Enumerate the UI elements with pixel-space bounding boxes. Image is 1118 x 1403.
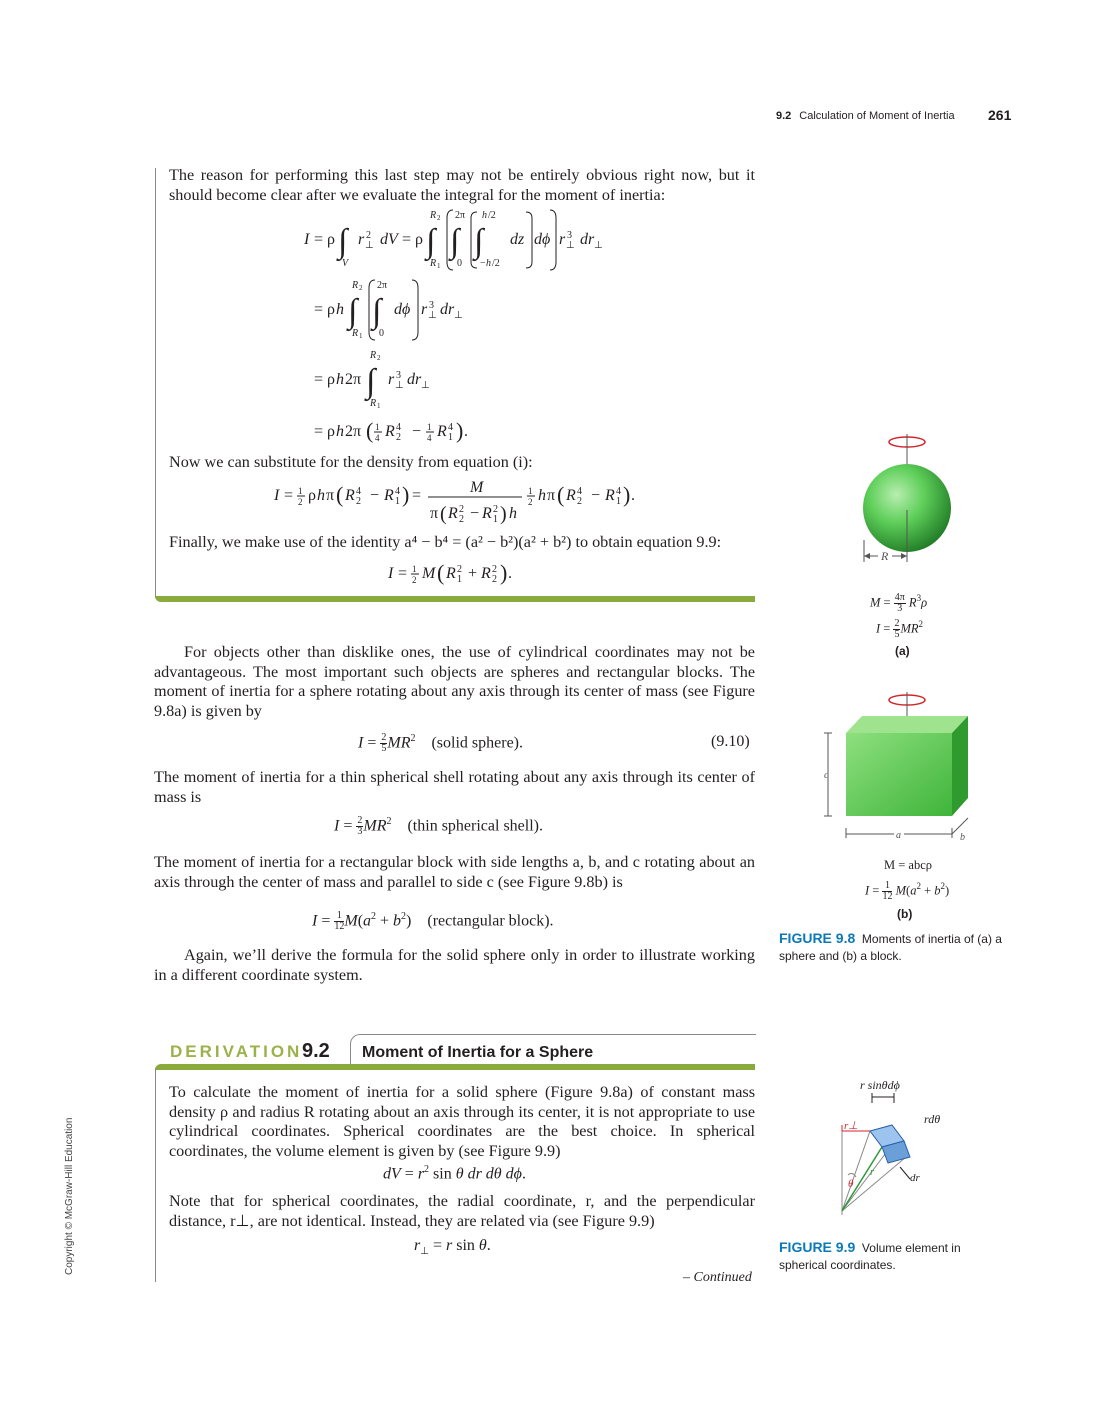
svg-text:R: R	[384, 487, 394, 504]
svg-text:1: 1	[616, 496, 621, 507]
substitute-density-text: Now we can substitute for the density from equation (i):	[169, 453, 533, 471]
svg-text:1: 1	[298, 486, 303, 496]
svg-text:∫: ∫	[372, 293, 382, 330]
svg-text:2: 2	[298, 497, 303, 507]
figure-9-8-label: FIGURE 9.8	[779, 930, 856, 946]
svg-text:∫: ∫	[450, 223, 460, 260]
svg-text:r: r	[388, 371, 395, 388]
svg-text:R: R	[370, 350, 377, 361]
svg-text:−: −	[412, 423, 422, 440]
svg-text:M: M	[470, 479, 484, 496]
rperp-equation: $r_\perp = r$ sin θ.	[414, 1237, 491, 1258]
block-dim-b: b	[960, 832, 965, 843]
svg-text:R: R	[482, 505, 492, 522]
section-title: Calculation of Moment of Inertia	[799, 110, 955, 122]
svg-text:h: h	[317, 487, 325, 504]
svg-text:1: 1	[493, 514, 498, 525]
svg-text:): )	[500, 503, 507, 525]
derivation-intro-text: The reason for performing this last step may not be entirely obvious right now, but it should become clear after we evaluate the integral for the moment of inertia:	[169, 166, 755, 204]
svg-text:1: 1	[528, 486, 533, 496]
svg-text:dr: dr	[440, 301, 455, 318]
derivation-title: Moment of Inertia for a Sphere	[362, 1044, 594, 1061]
derivation-number: 9.2	[302, 1040, 330, 1062]
svg-text:∫: ∫	[348, 293, 358, 330]
page-number: 261	[988, 107, 1012, 123]
svg-text:h: h	[336, 423, 344, 440]
equation-number-9-10: (9.10)	[711, 733, 750, 750]
svg-text:R: R	[430, 210, 437, 221]
svg-text:=: =	[412, 487, 422, 504]
svg-text:⊥: ⊥	[566, 240, 575, 251]
svg-text:4: 4	[577, 486, 582, 497]
svg-text:R: R	[430, 258, 437, 269]
identity-text: Finally, we make use of the identity a⁴ − b⁴ = (a² − b²)(a² + b²) to obtain equation 9.9:	[169, 533, 722, 551]
svg-text:π: π	[430, 505, 439, 522]
svg-text:): )	[500, 560, 508, 585]
svg-text:+: +	[468, 565, 478, 582]
svg-text:): )	[456, 418, 464, 443]
svg-text:⊥: ⊥	[594, 240, 603, 251]
svg-text:2: 2	[366, 230, 371, 241]
svg-text:2: 2	[493, 504, 498, 515]
svg-text:M: M	[422, 565, 436, 582]
derivation-box-rule	[155, 168, 156, 598]
svg-text:.: .	[631, 487, 635, 504]
volume-element-figure	[830, 1075, 960, 1220]
svg-text:1: 1	[427, 422, 432, 432]
fig99-theta-label: θ	[848, 1178, 854, 1190]
svg-text:2π: 2π	[377, 280, 388, 291]
block-front-face	[846, 733, 952, 816]
svg-text:⊥: ⊥	[421, 380, 430, 391]
svg-text:4: 4	[616, 486, 621, 497]
svg-text:.: .	[508, 565, 512, 582]
svg-text:−: −	[470, 505, 480, 522]
solid-sphere-label: (solid sphere).	[431, 734, 523, 752]
objects-paragraph: For objects other than disklike ones, the use of cylindrical coordinates may not be advantageous. The most important such objects are spheres and rectangular blocks. The moment of inertia for a sphere rotating about any axis through its center of mass (see Figure 9.8a) is given by	[154, 643, 755, 720]
fig99-r-label: r	[870, 1166, 875, 1178]
svg-text:r: r	[421, 301, 428, 318]
svg-text:−: −	[370, 487, 380, 504]
svg-text:1: 1	[448, 432, 453, 443]
svg-text:4: 4	[396, 422, 401, 433]
svg-text:2: 2	[457, 564, 462, 575]
thin-shell-equation: I = $\frac{2}{3}$ $MR^2$ (thin spherical shell).	[334, 815, 543, 838]
figure-9-9-label: FIGURE 9.9	[779, 1239, 856, 1255]
svg-text:.: .	[464, 423, 468, 440]
svg-text:1: 1	[395, 496, 400, 507]
block-mass-equation: M = abcρ	[884, 858, 932, 872]
block-top-face	[846, 716, 968, 733]
svg-text:1: 1	[412, 564, 417, 574]
svg-text:0: 0	[379, 328, 384, 339]
svg-text:I: I	[274, 487, 280, 504]
svg-text:1: 1	[359, 332, 363, 340]
svg-text:dV: dV	[380, 231, 398, 248]
svg-text:= ρ: = ρ	[402, 231, 424, 248]
svg-text:h: h	[336, 371, 344, 388]
section-number: 9.2	[776, 110, 792, 122]
svg-text:1: 1	[377, 402, 381, 410]
svg-text:2: 2	[528, 497, 533, 507]
figure-9-9-caption-text: Volume element in spherical coordinates.	[779, 1241, 961, 1272]
derivation-box-bottom-bar	[155, 596, 755, 602]
svg-text:−: −	[591, 487, 601, 504]
svg-text:h: h	[509, 505, 517, 522]
svg-text:2: 2	[437, 214, 441, 222]
fig99-dr-label: dr	[910, 1172, 920, 1184]
svg-text:∫: ∫	[338, 223, 348, 260]
svg-text:r: r	[559, 231, 566, 248]
rectangular-block-equation: I = $\frac{1}{12}$ $M(a^2 + b^2)$ (rectangular block).	[312, 910, 554, 933]
svg-text:R: R	[566, 487, 576, 504]
svg-text:∫: ∫	[474, 223, 484, 260]
svg-text:2π: 2π	[455, 210, 466, 221]
svg-text:= ρ: = ρ	[314, 231, 336, 248]
volume-element-equation: dV = $r^2$ sin θ dr dθ dϕ.	[383, 1164, 526, 1183]
svg-text:0: 0	[457, 258, 462, 269]
svg-text:2π: 2π	[345, 371, 362, 388]
svg-text:2: 2	[359, 284, 363, 292]
svg-text:−: −	[480, 258, 486, 269]
svg-text:3: 3	[429, 300, 434, 311]
svg-text:R: R	[352, 280, 359, 291]
svg-text:h: h	[336, 301, 344, 318]
svg-text:dr: dr	[407, 371, 422, 388]
svg-text:/2: /2	[492, 258, 500, 269]
svg-text:ρ: ρ	[308, 487, 316, 504]
svg-text:2: 2	[577, 496, 582, 507]
svg-text:dϕ: dϕ	[534, 231, 551, 248]
fig99-rperp-label: r⊥	[844, 1120, 858, 1132]
svg-text:(: (	[440, 503, 447, 525]
svg-text:4: 4	[427, 433, 432, 443]
svg-text:R: R	[370, 398, 377, 409]
svg-text:h: h	[538, 487, 546, 504]
svg-text:I: I	[388, 565, 394, 582]
svg-text:= ρ: = ρ	[314, 423, 336, 440]
svg-text:1: 1	[375, 422, 380, 432]
svg-text:π: π	[547, 487, 556, 504]
sphere-radius-label: R	[881, 549, 889, 563]
svg-text:I: I	[304, 231, 310, 248]
svg-text:2: 2	[396, 432, 401, 443]
svg-text:dz: dz	[510, 231, 525, 248]
fig99-rdtheta-label: rdθ	[924, 1112, 941, 1126]
svg-text:= ρ: = ρ	[314, 371, 336, 388]
svg-text:3: 3	[567, 230, 572, 241]
svg-text:⊥: ⊥	[428, 310, 437, 321]
fig99-top-label: r sinθdϕ	[860, 1078, 900, 1092]
svg-text:R: R	[446, 565, 456, 582]
shell-paragraph: The moment of inertia for a thin spherical shell rotating about any axis through its center of mass is	[154, 768, 755, 806]
running-head	[776, 110, 955, 122]
svg-text:dϕ: dϕ	[394, 301, 411, 318]
sphere-mass-equation: M = $\frac{4\pi}{3}$ $R^3\rho$	[870, 592, 928, 614]
equation-9-9	[384, 558, 534, 586]
svg-text:∫: ∫	[366, 363, 376, 400]
block-paragraph: The moment of inertia for a rectangular block with side lengths a, b, and c rotating about an axis through the center of mass and parallel to side c (see Figure 9.8b) is	[154, 853, 755, 891]
svg-text:h: h	[482, 210, 487, 221]
block-dim-c: c	[824, 770, 829, 781]
svg-text:4: 4	[395, 486, 400, 497]
svg-text:R: R	[437, 423, 447, 440]
svg-text:): )	[623, 482, 631, 507]
svg-text:(: (	[366, 418, 374, 443]
sphere-calc-paragraph: To calculate the moment of inertia for a solid sphere (Figure 9.8a) of constant mass density ρ and radius R rotating about an axis through its center, it is not appropriate to use cylindrical coordinates. Spherical coordinates are the best choice. In spherical coordinates, the volume element is given by (see Figure 9.9)	[169, 1083, 755, 1160]
block-side-face	[952, 716, 968, 816]
block-inertia-equation: I = $\frac{1}{12}$ $M(a^2 + b^2)$	[865, 880, 950, 902]
density-substitution-equation	[268, 478, 648, 526]
svg-text:⊥: ⊥	[365, 240, 374, 251]
svg-text:∫: ∫	[426, 223, 436, 260]
svg-text:2: 2	[377, 354, 381, 362]
svg-text:): )	[402, 482, 410, 507]
figure-9-8-sub-b: (b)	[897, 907, 913, 921]
block-figure	[820, 688, 970, 848]
svg-text:r: r	[358, 231, 365, 248]
svg-text:2: 2	[412, 575, 417, 585]
rectangular-block-label: (rectangular block).	[427, 912, 554, 930]
svg-text:R: R	[345, 487, 355, 504]
svg-text:2: 2	[492, 564, 497, 575]
derivation-top-bar	[155, 1064, 755, 1070]
svg-text:2: 2	[459, 504, 464, 515]
figure-9-8-caption-text: Moments of inertia of (a) a sphere and (b) a block.	[779, 932, 1002, 963]
svg-text:/2: /2	[488, 210, 496, 221]
svg-text:dr: dr	[580, 231, 595, 248]
svg-text:R: R	[605, 487, 615, 504]
svg-text:4: 4	[448, 422, 453, 433]
block-dim-a: a	[896, 830, 901, 841]
svg-text:4: 4	[356, 486, 361, 497]
svg-text:(: (	[336, 482, 344, 507]
svg-text:R: R	[352, 328, 359, 339]
continued-label: – Continued	[683, 1270, 752, 1285]
svg-text:=: =	[398, 565, 408, 582]
copyright-notice: Copyright © McGraw-Hill Education	[64, 1117, 75, 1275]
derivation-header-line	[360, 1034, 756, 1035]
svg-text:2: 2	[356, 496, 361, 507]
svg-text:=: =	[284, 487, 294, 504]
derivation-label: DERIVATION	[170, 1042, 303, 1061]
svg-text:2π: 2π	[345, 423, 362, 440]
svg-text:2: 2	[459, 514, 464, 525]
svg-text:R: R	[448, 505, 458, 522]
svg-text:π: π	[326, 487, 335, 504]
svg-text:⊥: ⊥	[395, 380, 404, 391]
svg-text:1: 1	[437, 262, 441, 270]
solid-sphere-equation: I = $\frac{2}{5}$ $MR^2$ (solid sphere).	[358, 732, 523, 755]
svg-text:= ρ: = ρ	[314, 301, 336, 318]
svg-text:3: 3	[396, 370, 401, 381]
figure-9-8-sub-a: (a)	[895, 644, 910, 658]
sphere-inertia-equation: I = $\frac{2}{5}$ $MR^2$	[876, 618, 924, 640]
svg-text:(: (	[557, 482, 565, 507]
svg-text:R: R	[385, 423, 395, 440]
svg-text:h: h	[486, 258, 491, 269]
svg-text:2: 2	[492, 574, 497, 585]
spherical-note-paragraph: Note that for spherical coordinates, the radial coordinate, r, and the perpendicular distance, r⊥, are not identical. Instead, they are related via (see Figure 9.9)	[169, 1192, 755, 1230]
figure-9-9-caption	[779, 1239, 999, 1274]
svg-text:1: 1	[457, 574, 462, 585]
svg-text:V: V	[342, 258, 349, 269]
figure-9-8-caption	[779, 930, 1019, 965]
sphere-figure	[850, 430, 970, 575]
derivation-side-rule	[155, 1068, 156, 1282]
integral-equation-block	[290, 204, 620, 444]
thin-shell-label: (thin spherical shell).	[407, 817, 543, 835]
svg-text:(: (	[437, 560, 445, 585]
svg-text:R: R	[481, 565, 491, 582]
again-paragraph: Again, we’ll derive the formula for the solid sphere only in order to illustrate working in a different coordinate system.	[154, 946, 755, 984]
svg-text:⊥: ⊥	[454, 310, 463, 321]
svg-text:4: 4	[375, 433, 380, 443]
